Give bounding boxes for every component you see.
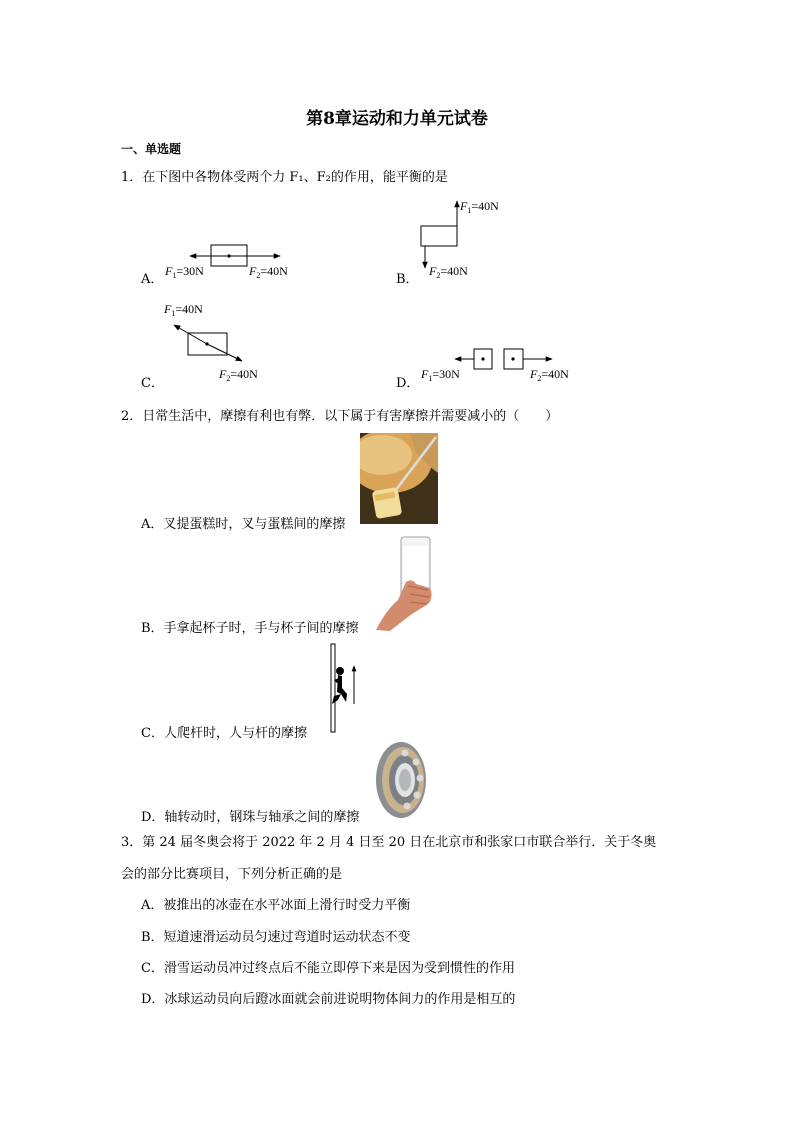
ball-bearing-photo <box>375 740 431 820</box>
question-1-stem: 1．在下图中各物体受两个力 F₁、F₂的作用，能平衡的是 <box>121 170 448 185</box>
q1-diagram-d <box>418 344 588 388</box>
f2-label: $F_2=40N$ <box>530 367 569 383</box>
question-3-stem-line-1: 3．第 24 届冬奥会将于 2022 年 2 月 4 日至 20 日在北京市和张家口市联合举行．关于冬奥 <box>121 835 657 850</box>
q3-option-c[interactable]: C．滑雪运动员冲过终点后不能立即停下来是因为受到惯性的作用 <box>141 961 515 976</box>
f2-label: $F_2=40N$ <box>219 367 258 383</box>
f1-label: $F_1=30N$ <box>165 264 204 280</box>
f1-label: $F_1=30N$ <box>421 367 460 383</box>
q1-diagram-a <box>160 238 300 283</box>
section-heading: 一、单选题 <box>121 142 182 156</box>
q2-option-b[interactable]: B．手拿起杯子时，手与杯子间的摩擦 <box>141 621 359 636</box>
q1-option-a-label[interactable]: A． <box>141 272 164 287</box>
hand-cup-photo <box>372 534 438 632</box>
question-3-stem-line-2: 会的部分比赛项目，下列分析正确的是 <box>121 867 343 882</box>
q1-option-b-label[interactable]: B． <box>396 272 419 287</box>
f1-label: $F_1=40N$ <box>164 302 203 318</box>
q1-diagram-b <box>412 196 522 282</box>
cake-fork-photo <box>360 433 438 524</box>
pole-climber-figure <box>320 642 362 734</box>
q1-option-d-label[interactable]: D． <box>396 376 420 391</box>
f1-label: $F_1=40N$ <box>460 199 499 215</box>
force-point-left <box>481 357 484 360</box>
question-2-stem: 2．日常生活中，摩擦有利也有弊．以下属于有害摩擦并需要减小的（ ） <box>121 409 559 424</box>
q3-option-b[interactable]: B．短道速滑运动员匀速过弯道时运动状态不变 <box>141 930 411 945</box>
page-title: 第8章运动和力单元试卷 <box>306 109 488 129</box>
force-arrow-f2 <box>207 344 242 361</box>
q1-option-c-label[interactable]: C． <box>141 376 164 391</box>
q2-option-d[interactable]: D．轴转动时，钢珠与轴承之间的摩擦 <box>141 810 360 825</box>
q3-option-d[interactable]: D．冰球运动员向后蹬冰面就会前进说明物体间力的作用是相互的 <box>141 992 516 1007</box>
q3-option-a[interactable]: A．被推出的冰壶在水平冰面上滑行时受力平衡 <box>141 898 411 913</box>
q1-diagram-c <box>160 300 280 386</box>
q2-option-c[interactable]: C．人爬杆时，人与杆的摩擦 <box>141 726 307 741</box>
force-point-right <box>511 357 514 360</box>
block-box <box>421 226 457 246</box>
force-arrow-f1 <box>174 325 207 344</box>
q2-option-a[interactable]: A．叉提蛋糕时，叉与蛋糕间的摩擦 <box>141 517 346 532</box>
f2-label: $F_2=40N$ <box>429 264 468 280</box>
f2-label: $F_2=40N$ <box>249 264 288 280</box>
